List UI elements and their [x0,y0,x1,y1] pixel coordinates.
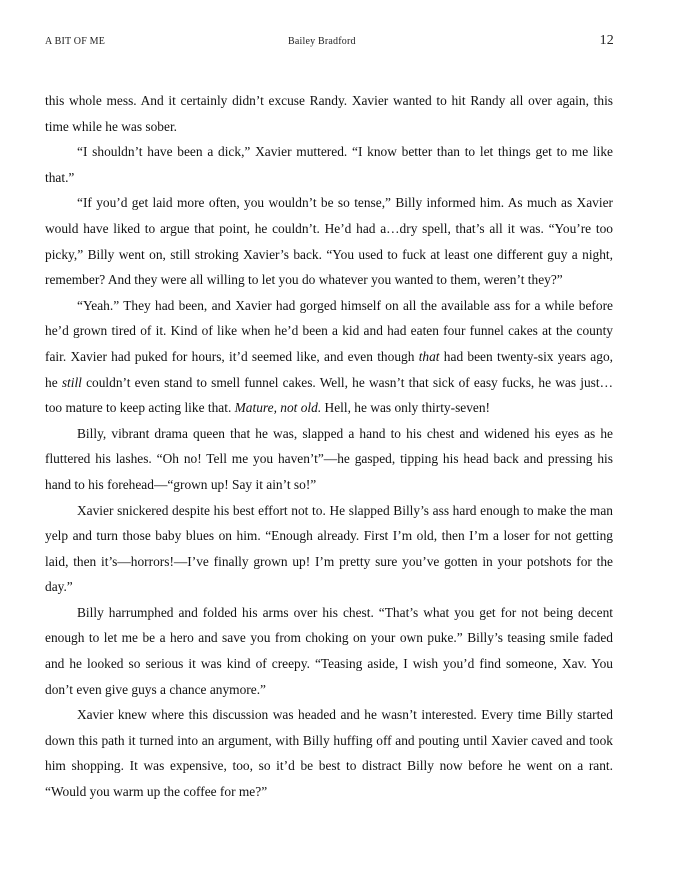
paragraph: “I shouldn’t have been a dick,” Xavier muttered. “I know better than to let things get to me like that.” [45,144,613,185]
page-number: 12 [599,33,614,48]
paragraph: Billy, vibrant drama queen that he was, slapped a hand to his chest and widened his eyes as he fluttered his lashes. “Oh no! Tell me you haven’t”—he gasped, tipping his head back and pressing his hand to his forehead—“grown up! Say it ain’t so!” [45,425,613,492]
running-header [45,34,614,50]
paragraph: Xavier knew where this discussion was headed and he wasn’t interested. Every time Billy started down this path it turned into an argument, with Billy huffing off and pouting until Xavier caved and took him shopping. It was expensive, too, so it’d be best to distract Billy now before he went on a rant. “Would you warm up the coffee for me?” [45,707,613,800]
paragraph: Billy harrumphed and folded his arms over his chest. “That’s what you get for not being decent enough to let me be a hero and save you from choking on your own puke.” Billy’s teasing smile faded and he looked so serious it was kind of creepy. “Teasing aside, I wish you’d find someone, Xav. You don’t even give guys a chance anymore.” [45,604,613,697]
paragraph: “If you’d get laid more often, you wouldn’t be so tense,” Billy informed him. As much as Xavier would have liked to argue that point, he couldn’t. He’d had a…dry spell, that’s all it was. “You’re too picky,” Billy went on, still stroking Xavier’s back. “You used to fuck at least one different guy a night, remember? And they were all willing to let you do whatever you wanted to them, weren’t they?” [45,195,613,288]
body-text [45,88,613,805]
header-book-title: A BIT OF ME [45,36,106,47]
paragraph: this whole mess. And it certainly didn’t excuse Randy. Xavier wanted to hit Randy all over again, this time while he was sober. [45,93,613,134]
header-author: Bailey Bradford [288,36,356,47]
paragraph: Xavier snickered despite his best effort not to. He slapped Billy’s ass hard enough to make the man yelp and turn those baby blues on him. “Enough already. First I’m old, then I’m a loser for not getting laid, then it’s—horrors!—I’ve finally grown up! I’m pretty sure you’ve gotten in your potshots for the day.” [45,502,613,595]
paragraph: “Yeah.” They had been, and Xavier had gorged himself on all the available ass for a while before he’d grown tired of it. Kind of like when he’d been a kid and had eaten four funnel cakes at the county fair. Xavier had puked for hours, it’d seemed like, and even though that had been twenty-six years ago, he still couldn’t even stand to smell funnel cakes. Well, he wasn’t that sick of easy fucks, he was just…too mature to keep acting like that. Mature, not old. Hell, he was only thirty-seven! [45,297,613,416]
